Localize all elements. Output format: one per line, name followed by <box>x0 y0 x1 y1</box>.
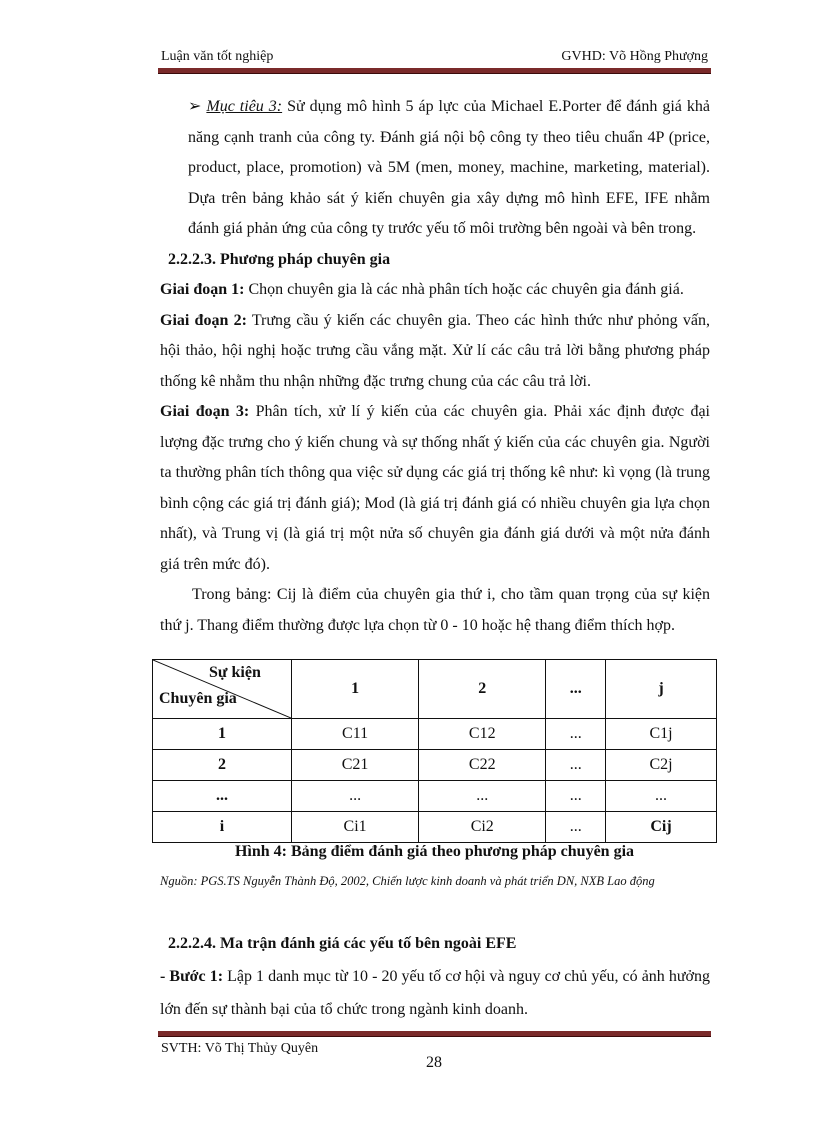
stage-2-label: Giai đoạn 2: <box>160 311 247 329</box>
row-header: i <box>153 812 292 843</box>
table-cell: C22 <box>419 750 546 781</box>
table-header-row <box>153 660 717 719</box>
column-header: j <box>606 660 717 719</box>
table-cell: ... <box>546 750 606 781</box>
table-cell: ... <box>292 781 419 812</box>
corner-top-label: Sự kiện <box>209 664 261 681</box>
expert-score-table <box>152 659 717 843</box>
step-1-label: - Bước 1: <box>160 968 224 985</box>
objective-text: Sử dụng mô hình 5 áp lực của Michael E.Porter để đánh giá khả năng cạnh tranh của công ty. Đánh giá nội bộ công ty theo tiêu chuẩn 4P (price, product, place, promotion) và 5M (men, money, machine, marketing, material). Dựa trên bảng khảo sát ý kiến chuyên gia xây dựng mô hình EFE, IFE nhằm đánh giá phản ứng của công ty trước yếu tố môi trường bên ngoài và bên trong. <box>188 98 710 237</box>
table-cell: ... <box>606 781 717 812</box>
table-cell: ... <box>546 812 606 843</box>
figure-source: Nguồn: PGS.TS Nguyễn Thành Độ, 2002, Chiến lược kinh doanh và phát triển DN, NXB Lao động <box>160 874 655 888</box>
arrow-bullet-icon: ➢ <box>188 98 202 115</box>
footer-rule <box>158 1031 711 1037</box>
table-row <box>153 719 717 750</box>
section-224-heading: 2.2.2.4. Ma trận đánh giá các yếu tố bên ngoài EFE <box>168 935 517 952</box>
table-cell: ... <box>546 781 606 812</box>
row-header: 1 <box>153 719 292 750</box>
objective-label: Mục tiêu 3: <box>206 98 283 115</box>
stage-2-text: Trưng cầu ý kiến các chuyên gia. Theo các hình thức như phỏng vấn, hội thảo, hội nghị hoặc trưng cầu vắng mặt. Xử lí các câu trả lời bằng phương pháp thống kê nhằm thu nhận những đặc trưng chung của các câu trả lời. <box>160 311 710 390</box>
table-cell: Cij <box>606 812 717 843</box>
row-header: 2 <box>153 750 292 781</box>
table-cell: C1j <box>606 719 717 750</box>
column-header: 2 <box>419 660 546 719</box>
table-row <box>153 812 717 843</box>
step-1 <box>160 960 710 1026</box>
table-cell: C2j <box>606 750 717 781</box>
table-cell: Ci2 <box>419 812 546 843</box>
stage-2 <box>160 306 710 398</box>
column-header: 1 <box>292 660 419 719</box>
body-text <box>160 92 710 641</box>
stage-3-label: Giai đoạn 3: <box>160 403 250 420</box>
table-corner-cell <box>153 660 292 719</box>
objective-paragraph <box>160 92 710 245</box>
stage-1-text: Chọn chuyên gia là các nhà phân tích hoặc các chuyên gia đánh giá. <box>244 281 684 298</box>
table-cell: ... <box>419 781 546 812</box>
figure-caption: Hình 4: Bảng điểm đánh giá theo phương pháp chuyên gia <box>234 843 635 860</box>
header-left: Luận văn tốt nghiệp <box>161 49 274 64</box>
table-row <box>153 781 717 812</box>
table-note: Trong bảng: Cij là điểm của chuyên gia thứ i, cho tầm quan trọng của sự kiện thứ j. Thang điểm thường được lựa chọn từ 0 - 10 hoặc hệ thang điểm thích hợp. <box>160 586 710 634</box>
row-header: ... <box>153 781 292 812</box>
column-header: ... <box>546 660 606 719</box>
step-1-text: Lập 1 danh mục từ 10 - 20 yếu tố cơ hội và nguy cơ chủ yếu, có ảnh hưởng lớn đến sự thành bại của tổ chức trong ngành kinh doanh. <box>160 968 710 1018</box>
stage-3 <box>160 397 710 580</box>
stage-1 <box>160 275 710 306</box>
table-cell: C12 <box>419 719 546 750</box>
footer-author: SVTH: Võ Thị Thủy Quyên <box>161 1041 319 1056</box>
corner-bottom-label: Chuyên gia <box>159 690 237 707</box>
table-cell: C11 <box>292 719 419 750</box>
table-cell: Ci1 <box>292 812 419 843</box>
table-cell: C21 <box>292 750 419 781</box>
body-text-2 <box>160 927 710 1026</box>
page-number: 28 <box>426 1054 442 1071</box>
header-rule <box>158 68 711 74</box>
section-223-heading: 2.2.2.3. Phương pháp chuyên gia <box>168 250 391 268</box>
stage-1-label: Giai đoạn 1: <box>160 281 245 298</box>
table-row <box>153 750 717 781</box>
table-cell: ... <box>546 719 606 750</box>
header-right: GVHD: Võ Hồng Phượng <box>561 49 708 64</box>
stage-3-text: Phân tích, xử lí ý kiến của các chuyên gia. Phải xác định được đại lượng đặc trưng cho ý kiến chung và sự thống nhất ý kiến của các chuyên gia. Người ta thường phân tích thông qua việc sử dụng các giá trị thống kê như: kì vọng (là trung bình cộng các giá trị đánh giá); Mod (là giá trị đánh giá có nhiều chuyên gia lựa chọn nhất), và Trung vị (là giá trị một nửa số chuyên gia đánh giá dưới và một nửa đánh giá trên mức đó). <box>160 403 710 573</box>
